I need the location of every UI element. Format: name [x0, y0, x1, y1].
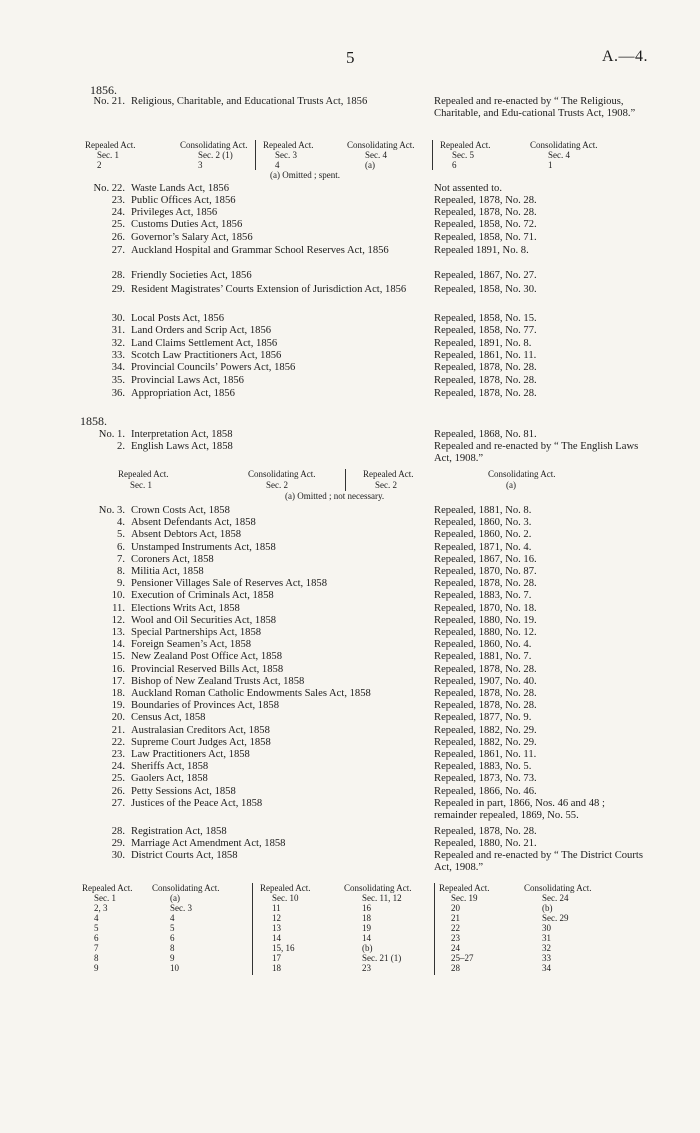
act-entry — [70, 578, 645, 590]
act-number: 8. — [117, 566, 125, 577]
act-number: 31. — [111, 325, 125, 336]
table-cell: 1 — [548, 160, 553, 170]
act-status: Repealed, 1880, No. 21. — [434, 838, 537, 849]
act-entry — [70, 838, 645, 850]
act-title: Scotch Law Practitioners Act, 1856 — [131, 350, 282, 361]
act-entry — [70, 429, 645, 441]
act-title: Religious, Charitable, and Educational Trusts Act, 1856 — [131, 96, 368, 107]
act-status: Repealed, 1878, No. 28. — [434, 663, 537, 675]
act-number: 7. — [117, 553, 125, 565]
table-cell: Sec. 10 — [272, 893, 299, 903]
act-title: Sheriffs Act, 1858 — [131, 761, 209, 773]
act-entry — [70, 615, 645, 627]
act-entry — [70, 651, 645, 663]
table-cell: (a) — [170, 893, 180, 903]
act-status: Repealed, 1880, No. 19. — [434, 614, 537, 626]
act-status: Repealed, 1858, No. 77. — [434, 325, 537, 336]
act-entry — [70, 639, 645, 651]
act-status: Repealed, 1891, No. 8. — [434, 338, 532, 349]
act-entry — [70, 688, 645, 700]
act-status: Repealed, 1877, No. 9. — [434, 712, 532, 724]
year-heading-1858: 1858. — [80, 414, 107, 428]
year-heading-1856: 1856. — [90, 83, 117, 97]
table-cell: (b) — [542, 903, 553, 913]
act-title: Waste Lands Act, 1856 — [131, 183, 230, 194]
table-cell: 18 — [362, 913, 371, 923]
act-number: 20. — [111, 712, 125, 724]
act-entry — [70, 529, 645, 541]
act-number: 13. — [111, 627, 125, 638]
table-cell: 31 — [542, 933, 551, 943]
table-cell: 22 — [451, 923, 460, 933]
table-cell: 6 — [452, 160, 457, 170]
table-cell: Sec. 11, 12 — [362, 893, 402, 903]
table-cell: 33 — [542, 953, 551, 963]
table-cell: 11 — [272, 903, 281, 913]
act-entry — [70, 388, 645, 412]
column-header: Repealed Act. — [440, 140, 491, 150]
table-cell: 34 — [542, 963, 551, 973]
act-title: Appropriation Act, 1856 — [131, 388, 235, 399]
act-status: Repealed, 1867, No. 16. — [434, 553, 537, 565]
table-cell: Sec. 1 — [97, 150, 119, 160]
table-cell: 23 — [451, 933, 460, 943]
act-entry — [70, 712, 645, 724]
table-cell: 8 — [94, 953, 99, 963]
act-status: Repealed, 1880, No. 12. — [434, 627, 537, 638]
act-title: Petty Sessions Act, 1858 — [131, 785, 236, 797]
act-number: 26. — [111, 232, 125, 243]
table-cell: 6 — [170, 933, 175, 943]
act-title: Provincial Laws Act, 1856 — [131, 375, 244, 386]
act-entry — [70, 786, 645, 798]
act-entry — [70, 96, 645, 132]
table-cell: 15, 16 — [272, 943, 295, 953]
act-title: Militia Act, 1858 — [131, 566, 204, 577]
column-divider — [432, 140, 433, 170]
table-cell: 5 — [170, 923, 175, 933]
act-status: Repealed, 1868, No. 81. — [434, 429, 537, 440]
table-cell: 21 — [451, 913, 460, 923]
column-divider — [345, 469, 346, 491]
act-title: Local Posts Act, 1856 — [131, 313, 224, 324]
table-cell: 3 — [198, 160, 203, 170]
act-status: Repealed 1891, No. 8. — [434, 245, 529, 256]
column-header: Consolidating Act. — [347, 140, 415, 150]
act-status: Repealed, 1883, No. 7. — [434, 590, 532, 602]
act-title: Land Orders and Scrip Act, 1856 — [131, 325, 272, 336]
act-title: Provincial Councils’ Powers Act, 1856 — [131, 362, 296, 373]
table-cell: Sec. 2 — [375, 480, 397, 490]
act-status: Repealed, 1860, No. 3. — [434, 517, 532, 529]
act-status: Repealed, 1861, No. 11. — [434, 350, 537, 361]
act-title: District Courts Act, 1858 — [131, 850, 238, 861]
act-title: Governor’s Salary Act, 1856 — [131, 232, 253, 243]
table-cell: (b) — [362, 943, 373, 953]
act-number: 32. — [111, 338, 125, 349]
act-title: Gaolers Act, 1858 — [131, 773, 208, 785]
act-number: 25. — [111, 773, 125, 785]
act-title: Justices of the Peace Act, 1858 — [131, 797, 263, 809]
table-cell: 6 — [94, 933, 99, 943]
act-number: 34. — [111, 362, 125, 373]
table-cell: Sec. 24 — [542, 893, 569, 903]
table-cell: 2 — [97, 160, 102, 170]
act-entry — [70, 664, 645, 676]
act-number: 25. — [111, 219, 125, 230]
act-number: No. 1. — [98, 429, 125, 440]
table-cell: 13 — [272, 923, 281, 933]
act-number: 28. — [111, 270, 125, 281]
table-cell: 28 — [451, 963, 460, 973]
act-number: 30. — [111, 313, 125, 324]
column-header: Repealed Act. — [118, 469, 169, 479]
act-status: Repealed, 1861, No. 11. — [434, 749, 537, 760]
act-title: Registration Act, 1858 — [131, 826, 227, 837]
act-status: Repealed, 1878, No. 28. — [434, 195, 537, 206]
table-cell: (a) — [506, 480, 516, 490]
table-cell: 19 — [362, 923, 371, 933]
table-cell: Sec. 4 — [548, 150, 570, 160]
act-title: New Zealand Post Office Act, 1858 — [131, 651, 283, 663]
act-status: Repealed, 1882, No. 29. — [434, 736, 537, 748]
act-entry — [70, 676, 645, 688]
table-cell: 14 — [272, 933, 281, 943]
column-header: Consolidating Act. — [344, 883, 412, 893]
table-cell: 30 — [542, 923, 551, 933]
act-number: 24. — [111, 761, 125, 773]
table-cell: Sec. 21 (1) — [362, 953, 402, 963]
act-title: Provincial Reserved Bills Act, 1858 — [131, 663, 284, 675]
act-status: Repealed and re-enacted by “ The District Courts Act, 1908.” — [434, 850, 643, 873]
act-number: 23. — [111, 195, 125, 206]
table-cell: 20 — [451, 903, 460, 913]
act-number: 22. — [111, 736, 125, 748]
column-header: Repealed Act. — [260, 883, 311, 893]
table-note: (a) Omitted ; spent. — [270, 170, 340, 180]
column-header: Repealed Act. — [263, 140, 314, 150]
act-title: Resident Magistrates’ Courts Extension of Jurisdiction Act, 1856 — [131, 284, 407, 295]
act-entry — [70, 566, 645, 578]
act-number: 28. — [111, 826, 125, 837]
act-number: 29. — [111, 284, 125, 295]
act-number: 4. — [117, 517, 125, 529]
table-cell: Sec. 19 — [451, 893, 478, 903]
act-entry — [70, 590, 645, 602]
act-number: 6. — [117, 541, 125, 553]
act-status: Repealed, 1882, No. 29. — [434, 724, 537, 736]
act-title: Law Practitioners Act, 1858 — [131, 749, 250, 760]
act-status: Repealed and re-enacted by “ The English Laws Act, 1908.” — [434, 441, 639, 464]
document-code: A.—4. — [601, 48, 648, 65]
act-status: Repealed, 1871, No. 4. — [434, 541, 532, 553]
act-title: Crown Costs Act, 1858 — [131, 505, 230, 516]
act-entry — [70, 826, 645, 838]
act-entry — [70, 761, 645, 773]
act-status: Repealed, 1858, No. 71. — [434, 232, 537, 243]
act-title: Friendly Societies Act, 1856 — [131, 270, 252, 281]
act-title: Marriage Act Amendment Act, 1858 — [131, 838, 286, 849]
table-cell: 16 — [362, 903, 371, 913]
table-cell: 2, 3 — [94, 903, 108, 913]
table-cell: 9 — [94, 963, 99, 973]
act-title: Absent Defendants Act, 1858 — [131, 517, 256, 529]
act-number: No. 21. — [93, 96, 125, 107]
table-cell: 4 — [94, 913, 99, 923]
column-header: Consolidating Act. — [524, 883, 592, 893]
act-entry — [70, 517, 645, 529]
act-title: English Laws Act, 1858 — [131, 441, 233, 452]
table-cell: 23 — [362, 963, 371, 973]
act-number: 19. — [111, 700, 125, 712]
act-title: Execution of Criminals Act, 1858 — [131, 590, 274, 602]
act-entry — [70, 627, 645, 639]
table-cell: 4 — [275, 160, 280, 170]
column-divider — [434, 883, 435, 975]
act-title: Customs Duties Act, 1856 — [131, 219, 243, 230]
act-status: Repealed, 1873, No. 73. — [434, 773, 537, 785]
table-cell: (a) — [365, 160, 375, 170]
act-status: Repealed, 1878, No. 28. — [434, 688, 537, 699]
table-cell: 25–27 — [451, 953, 474, 963]
act-title: Unstamped Instruments Act, 1858 — [131, 541, 276, 553]
act-number: 16. — [111, 663, 125, 675]
act-title: Bishop of New Zealand Trusts Act, 1858 — [131, 675, 305, 687]
column-header: Consolidating Act. — [180, 140, 248, 150]
act-number: 11. — [112, 602, 125, 614]
act-number: 26. — [111, 785, 125, 797]
column-header: Consolidating Act. — [152, 883, 220, 893]
act-status: Repealed, 1878, No. 28. — [434, 388, 537, 399]
act-status: Repealed, 1870, No. 87. — [434, 566, 537, 577]
act-title: Census Act, 1858 — [131, 712, 206, 724]
act-title: Australasian Creditors Act, 1858 — [131, 724, 270, 736]
act-status: Repealed, 1860, No. 2. — [434, 529, 532, 541]
column-divider — [255, 140, 256, 170]
table-cell: 12 — [272, 913, 281, 923]
act-entry — [70, 505, 645, 517]
act-number: No. 3. — [98, 505, 125, 516]
act-status: Repealed, 1878, No. 28. — [434, 207, 537, 218]
act-number: 29. — [111, 838, 125, 849]
act-number: 14. — [111, 639, 125, 651]
act-number: 2. — [117, 441, 125, 452]
act-number: 9. — [117, 578, 125, 590]
act-entry — [70, 441, 645, 465]
act-title: Auckland Hospital and Grammar School Reserves Act, 1856 — [131, 245, 389, 256]
act-title: Supreme Court Judges Act, 1858 — [131, 736, 271, 748]
act-number: 33. — [111, 350, 125, 361]
act-status: Repealed, 1870, No. 18. — [434, 602, 537, 614]
act-status: Repealed, 1867, No. 27. — [434, 270, 537, 281]
act-status: Repealed, 1878, No. 28. — [434, 826, 537, 837]
act-status: Repealed, 1858, No. 30. — [434, 284, 537, 295]
act-entry — [70, 737, 645, 749]
act-title: Pensioner Villages Sale of Reserves Act, 1858 — [131, 578, 327, 590]
column-divider — [252, 883, 253, 975]
act-title: Special Partnerships Act, 1858 — [131, 627, 262, 638]
act-title: Foreign Seamen’s Act, 1858 — [131, 639, 252, 651]
act-title: Coroners Act, 1858 — [131, 553, 214, 565]
table-cell: 5 — [94, 923, 99, 933]
act-entry — [70, 284, 645, 308]
act-number: 30. — [111, 850, 125, 861]
act-status: Repealed, 1881, No. 8. — [434, 505, 532, 516]
act-number: 23. — [111, 749, 125, 760]
act-entry — [70, 749, 645, 761]
table-cell: 7 — [94, 943, 99, 953]
act-number: 12. — [111, 614, 125, 626]
act-entry — [70, 603, 645, 615]
table-cell: 8 — [170, 943, 175, 953]
table-cell: Sec. 29 — [542, 913, 569, 923]
table-cell: Sec. 4 — [365, 150, 387, 160]
act-status: Repealed, 1866, No. 46. — [434, 785, 537, 797]
act-title: Public Offices Act, 1856 — [131, 195, 236, 206]
table-cell: 24 — [451, 943, 460, 953]
act-status: Repealed, 1881, No. 7. — [434, 651, 532, 663]
act-title: Wool and Oil Securities Act, 1858 — [131, 614, 277, 626]
act-number: No. 22. — [93, 183, 125, 194]
act-status: Repealed, 1883, No. 5. — [434, 761, 532, 773]
act-status: Repealed, 1860, No. 4. — [434, 639, 532, 651]
column-header: Repealed Act. — [363, 469, 414, 479]
column-header: Consolidating Act. — [488, 469, 556, 479]
act-entry — [70, 700, 645, 712]
act-title: Land Claims Settlement Act, 1856 — [131, 338, 278, 349]
act-number: 17. — [111, 675, 125, 687]
table-note: (a) Omitted ; not necessary. — [285, 491, 385, 501]
act-number: 27. — [111, 797, 125, 809]
act-title: Privileges Act, 1856 — [131, 207, 218, 218]
act-status: Repealed, 1858, No. 72. — [434, 219, 537, 230]
table-cell: Sec. 2 (1) — [198, 150, 233, 160]
act-number: 24. — [111, 207, 125, 218]
column-header: Repealed Act. — [439, 883, 490, 893]
page-number: 5 — [346, 48, 355, 67]
act-title: Interpretation Act, 1858 — [131, 429, 233, 440]
act-entry — [70, 773, 645, 785]
act-status: Repealed and re-enacted by “ The Religious, Charitable, and Edu-cational Trusts Act, 1908.” — [434, 96, 636, 119]
column-header: Consolidating Act. — [530, 140, 598, 150]
table-cell: 17 — [272, 953, 281, 963]
act-status: Repealed, 1878, No. 28. — [434, 375, 537, 386]
table-cell: 4 — [170, 913, 175, 923]
act-status: Repealed, 1878, No. 28. — [434, 362, 537, 373]
column-header: Repealed Act. — [82, 883, 133, 893]
act-entry — [70, 542, 645, 554]
table-cell: Sec. 1 — [130, 480, 152, 490]
act-status: Repealed, 1907, No. 40. — [434, 675, 537, 687]
act-number: 10. — [111, 590, 125, 602]
act-title: Elections Writs Act, 1858 — [131, 602, 240, 614]
act-number: 15. — [111, 651, 125, 663]
table-cell: 32 — [542, 943, 551, 953]
act-number: 21. — [111, 724, 125, 736]
act-title: Auckland Roman Catholic Endowments Sales Act, 1858 — [131, 688, 371, 699]
act-number: 35. — [111, 375, 125, 386]
table-cell: 14 — [362, 933, 371, 943]
act-entry — [70, 554, 645, 566]
table-cell: Sec. 5 — [452, 150, 474, 160]
table-cell: 9 — [170, 953, 175, 963]
act-title: Boundaries of Provinces Act, 1858 — [131, 700, 279, 712]
table-cell: Sec. 2 — [266, 480, 288, 490]
act-status: Repealed, 1878, No. 28. — [434, 578, 537, 590]
act-number: 36. — [111, 388, 125, 399]
column-header: Repealed Act. — [85, 140, 136, 150]
table-cell: Sec. 3 — [275, 150, 297, 160]
act-entry — [70, 245, 645, 269]
table-cell: 18 — [272, 963, 281, 973]
act-number: 18. — [111, 688, 125, 699]
table-cell: Sec. 3 — [170, 903, 192, 913]
column-header: Consolidating Act. — [248, 469, 316, 479]
act-number: 5. — [117, 529, 125, 541]
act-entry — [70, 725, 645, 737]
act-status: Repealed, 1858, No. 15. — [434, 313, 537, 324]
act-status: Repealed in part, 1866, Nos. 46 and 48 ; remainder repealed, 1869, No. 55. — [434, 797, 605, 821]
act-status: Not assented to. — [434, 183, 502, 194]
act-status: Repealed, 1878, No. 28. — [434, 700, 537, 712]
act-title: Absent Debtors Act, 1858 — [131, 529, 242, 541]
table-cell: Sec. 1 — [94, 893, 116, 903]
table-cell: 10 — [170, 963, 179, 973]
act-number: 27. — [111, 245, 125, 256]
act-entry — [70, 850, 645, 874]
